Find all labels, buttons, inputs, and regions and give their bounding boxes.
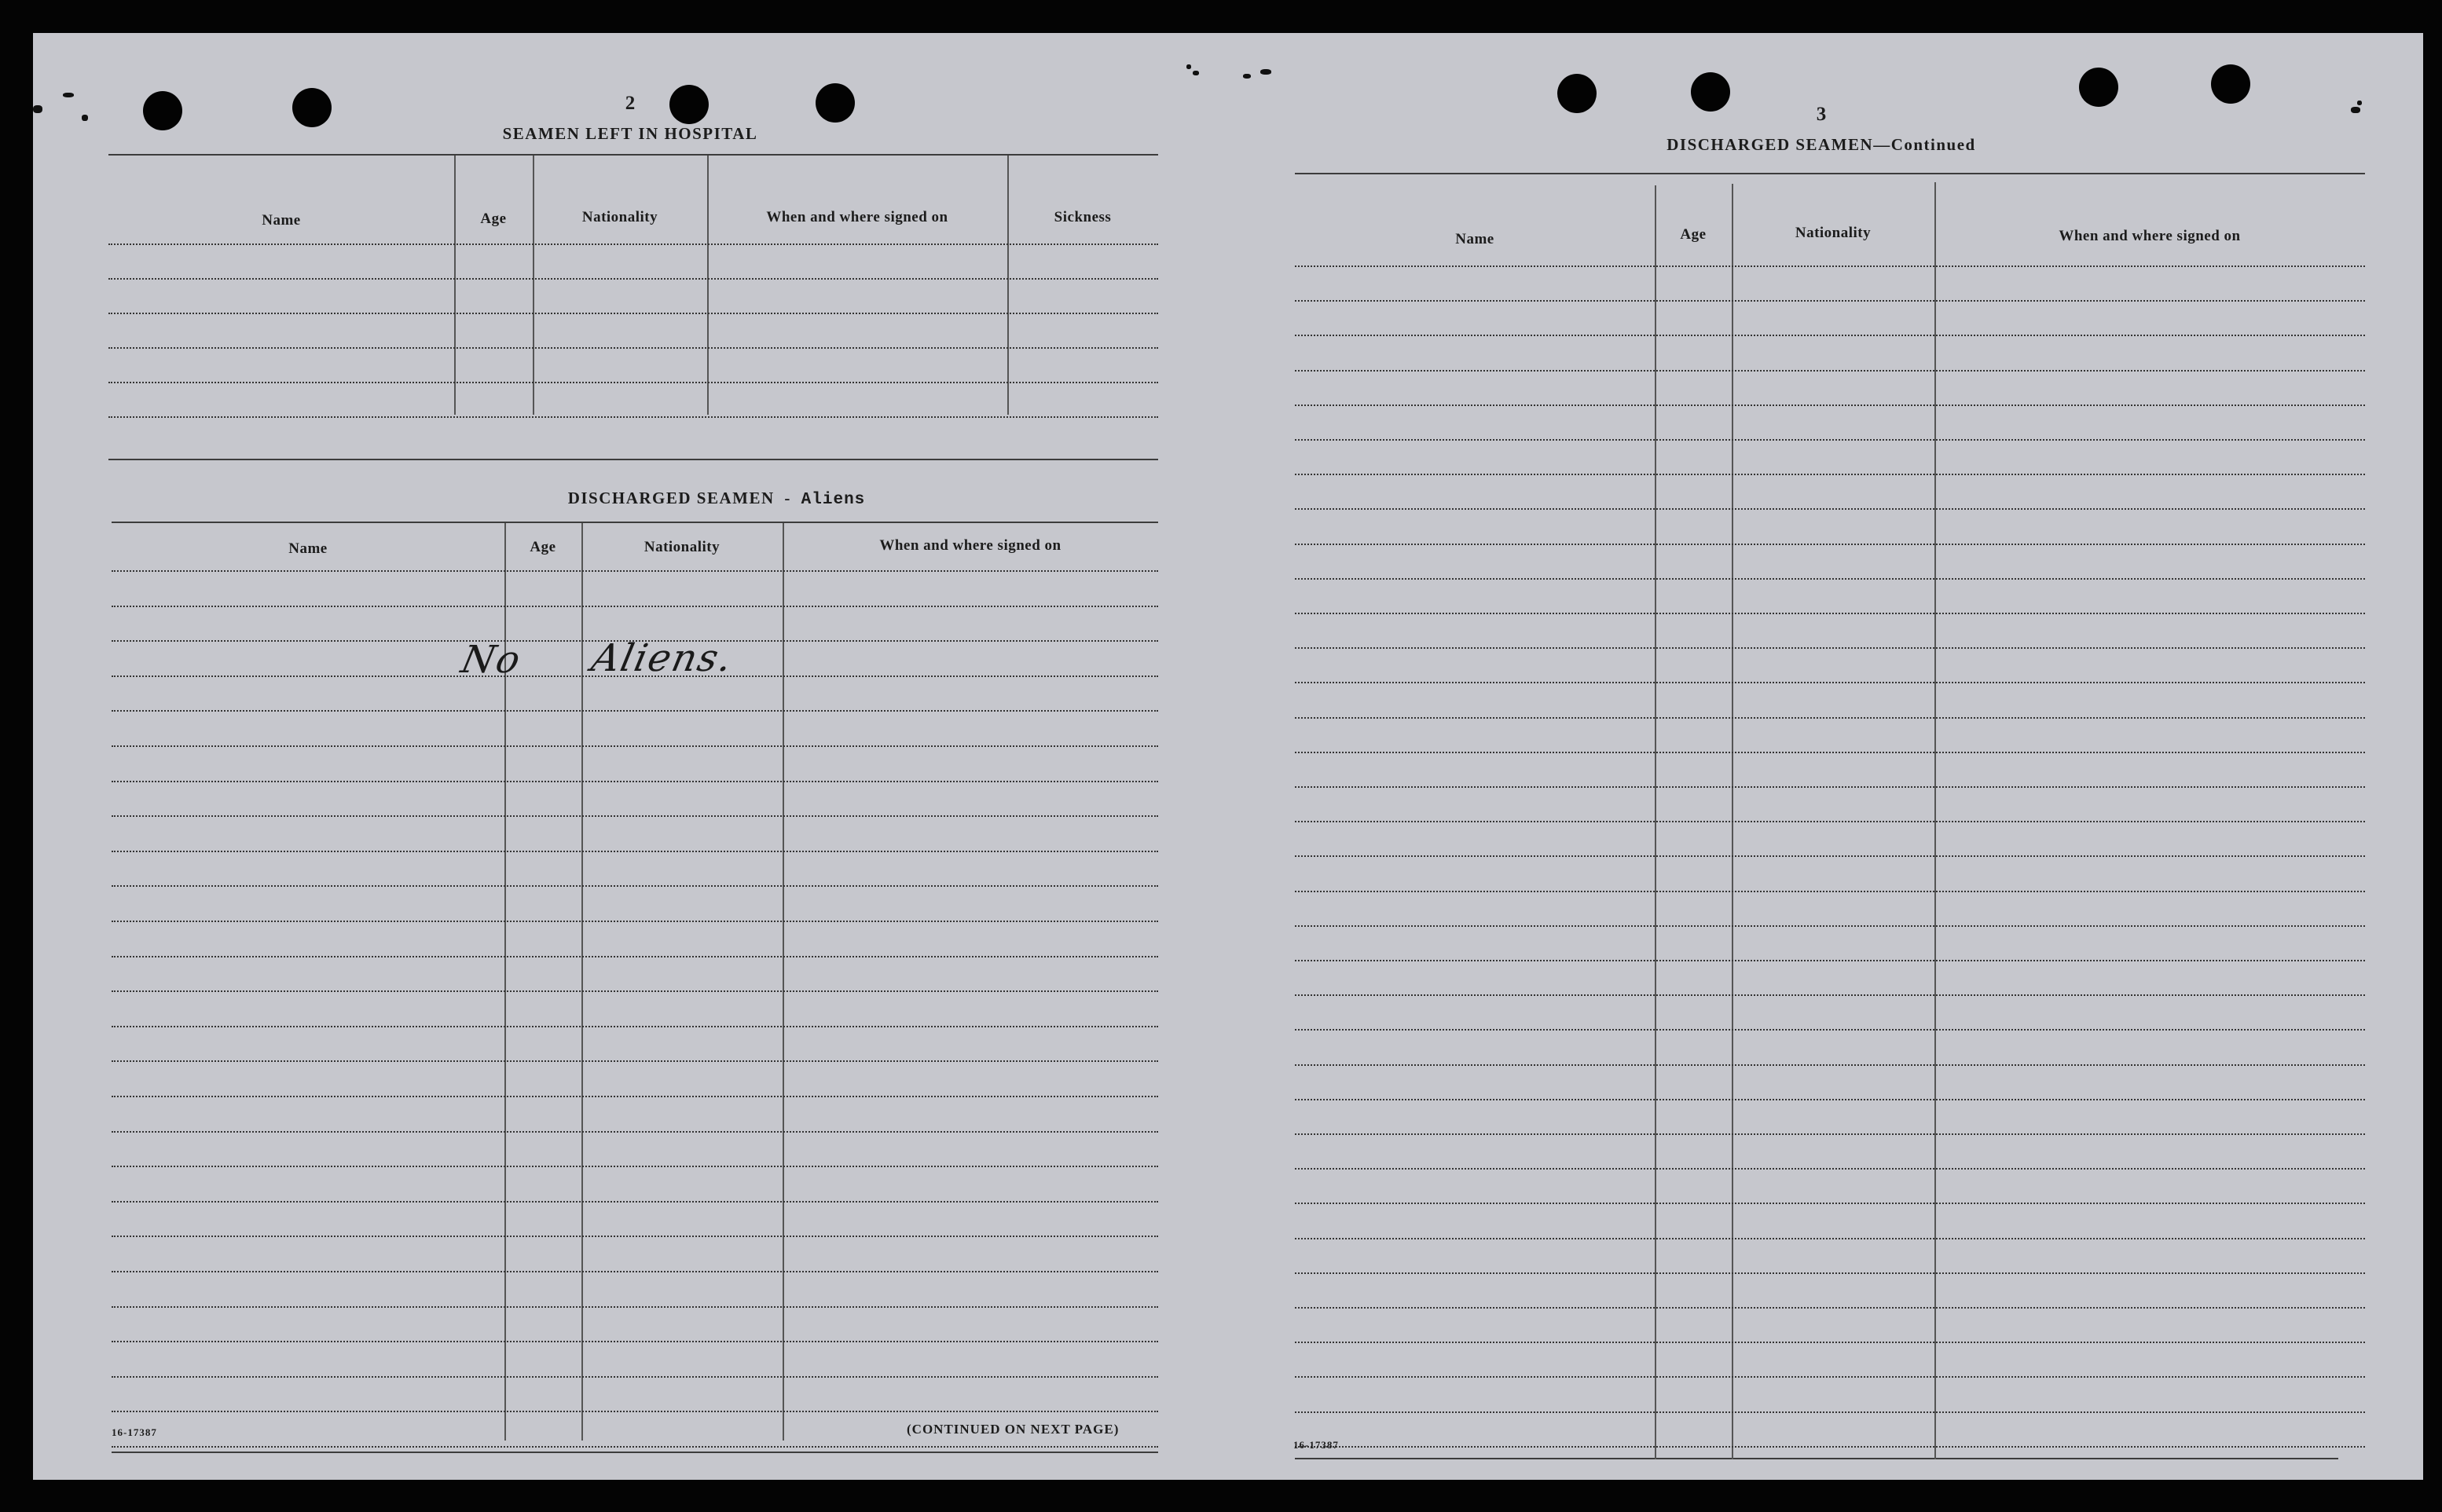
table-row-line <box>1295 1099 2365 1100</box>
table-row-line <box>1295 508 2365 510</box>
table-row-line <box>1295 474 2365 475</box>
table-row-line <box>1295 1064 2365 1066</box>
table-row-line <box>1295 1342 2365 1343</box>
table-bottom-rule <box>112 1452 1158 1453</box>
column-header-name: Name <box>1455 231 1494 247</box>
table-row-line <box>108 313 1158 314</box>
header-rule <box>108 243 1158 245</box>
page-number: 2 <box>625 93 636 114</box>
column-header-nationality: Nationality <box>581 209 658 225</box>
table-row-line <box>112 851 1158 852</box>
table-bottom-rule <box>1295 1458 2338 1459</box>
table-row-line <box>1295 786 2365 788</box>
table-row-line <box>1295 439 2365 441</box>
aliens-section-title <box>473 489 960 509</box>
hospital-table <box>108 154 1158 460</box>
table-row-line <box>1295 752 2365 753</box>
table-row-line <box>112 885 1158 887</box>
column-divider <box>533 156 534 415</box>
header-rule <box>112 570 1158 572</box>
form-number: 16-17387 <box>112 1426 157 1438</box>
edge-speck <box>1193 71 1199 75</box>
column-header-nationality: Nationality <box>644 539 720 555</box>
table-top-rule <box>112 522 1158 523</box>
aliens-table <box>112 522 1158 1456</box>
table-row-line <box>1295 647 2365 649</box>
column-header-name: Name <box>262 212 301 229</box>
table-row-line <box>108 347 1158 349</box>
table-row-line <box>112 1060 1158 1062</box>
table-row-line <box>1295 1307 2365 1309</box>
table-row-line <box>112 1096 1158 1097</box>
table-row-line <box>108 382 1158 383</box>
table-row-line <box>112 781 1158 782</box>
table-row-line <box>1295 925 2365 927</box>
column-header-signed-on: When and where signed on <box>766 209 948 225</box>
page-number: 3 <box>1816 104 1827 125</box>
column-header-signed-on: When and where signed on <box>879 537 1062 554</box>
table-row-line <box>112 990 1158 992</box>
handwritten-age-entry: No <box>457 638 526 682</box>
table-row-line <box>112 815 1158 817</box>
edge-speck <box>33 105 42 113</box>
table-row-line <box>1295 1168 2365 1170</box>
column-divider <box>783 523 784 1441</box>
table-row-line <box>1295 1446 2365 1448</box>
column-divider <box>1007 156 1009 415</box>
continued-section-title: DISCHARGED SEAMEN—Continued <box>1666 135 1976 154</box>
table-row-line <box>1295 717 2365 719</box>
hospital-section-title: SEAMEN LEFT IN HOSPITAL <box>502 124 758 143</box>
column-header-sickness: Sickness <box>1054 209 1112 225</box>
table-row-line <box>1295 370 2365 372</box>
discharged-table <box>1295 173 2365 1469</box>
table-row-line <box>1295 1272 2365 1274</box>
column-header-name: Name <box>288 540 328 557</box>
table-row-line <box>1295 335 2365 336</box>
punch-hole <box>1557 74 1597 113</box>
column-header-nationality: Nationality <box>1795 225 1872 241</box>
table-row-line <box>112 606 1158 607</box>
table-row-line <box>112 1131 1158 1133</box>
header-rule <box>1295 265 2365 267</box>
table-row-line <box>1295 821 2365 822</box>
punch-hole <box>2211 64 2250 104</box>
column-divider <box>581 523 583 1441</box>
table-top-rule <box>108 154 1158 156</box>
form-sheet <box>33 33 2423 1480</box>
table-row-line <box>1295 613 2365 614</box>
punch-hole <box>143 91 182 130</box>
column-header-age: Age <box>480 211 507 227</box>
table-row-line <box>112 1166 1158 1167</box>
edge-speck <box>2351 107 2360 113</box>
table-row-line <box>112 1376 1158 1378</box>
column-header-age: Age <box>1680 226 1707 243</box>
table-row-line <box>108 416 1158 418</box>
table-row-line <box>1295 1376 2365 1378</box>
table-row-line <box>112 956 1158 957</box>
table-row-line <box>112 1201 1158 1203</box>
table-row-line <box>108 278 1158 280</box>
handwritten-nationality-entry: Aliens. <box>588 636 738 680</box>
table-row-line <box>112 921 1158 922</box>
table-top-rule <box>1295 173 2365 174</box>
table-row-line <box>1295 1411 2365 1413</box>
table-row-line <box>1295 855 2365 857</box>
edge-speck <box>63 93 74 97</box>
table-row-line <box>1295 1203 2365 1204</box>
edge-speck <box>1186 64 1191 69</box>
punch-hole <box>292 88 332 127</box>
column-divider <box>454 156 456 415</box>
table-row-line <box>1295 544 2365 545</box>
table-row-line <box>1295 578 2365 580</box>
table-row-line <box>112 710 1158 712</box>
edge-speck <box>2357 101 2362 105</box>
continued-note: (CONTINUED ON NEXT PAGE) <box>907 1422 1120 1437</box>
aliens-title-suffix: Aliens <box>801 491 866 509</box>
table-row-line <box>1295 405 2365 406</box>
table-bottom-rule <box>108 459 1158 460</box>
table-row-line <box>1295 682 2365 683</box>
edge-speck <box>82 115 88 121</box>
table-row-line <box>1295 1133 2365 1135</box>
edge-speck <box>1243 74 1251 79</box>
table-row-line <box>112 1306 1158 1308</box>
punch-hole <box>816 83 855 123</box>
table-row-line <box>112 1271 1158 1272</box>
form-number: 16-17387 <box>1293 1439 1339 1451</box>
column-header-age: Age <box>530 539 556 555</box>
table-row-line <box>112 1341 1158 1342</box>
edge-speck <box>1260 69 1271 75</box>
table-row-line <box>1295 1029 2365 1031</box>
column-divider <box>707 156 709 415</box>
table-row-line <box>1295 994 2365 996</box>
table-row-line <box>112 1026 1158 1027</box>
table-row-line <box>112 1236 1158 1237</box>
punch-hole <box>2079 68 2118 107</box>
table-row-line <box>112 1411 1158 1412</box>
punch-hole <box>669 85 709 124</box>
aliens-title-prefix: DISCHARGED SEAMEN <box>567 489 775 507</box>
punch-hole <box>1691 72 1730 112</box>
table-row-line <box>112 1446 1158 1448</box>
column-header-signed-on: When and where signed on <box>2059 228 2241 244</box>
table-row-line <box>1295 891 2365 892</box>
table-row-line <box>1295 300 2365 302</box>
table-row-line <box>1295 960 2365 961</box>
table-row-line <box>1295 1238 2365 1239</box>
table-row-line <box>112 745 1158 747</box>
aliens-title-dash: - <box>784 489 791 507</box>
